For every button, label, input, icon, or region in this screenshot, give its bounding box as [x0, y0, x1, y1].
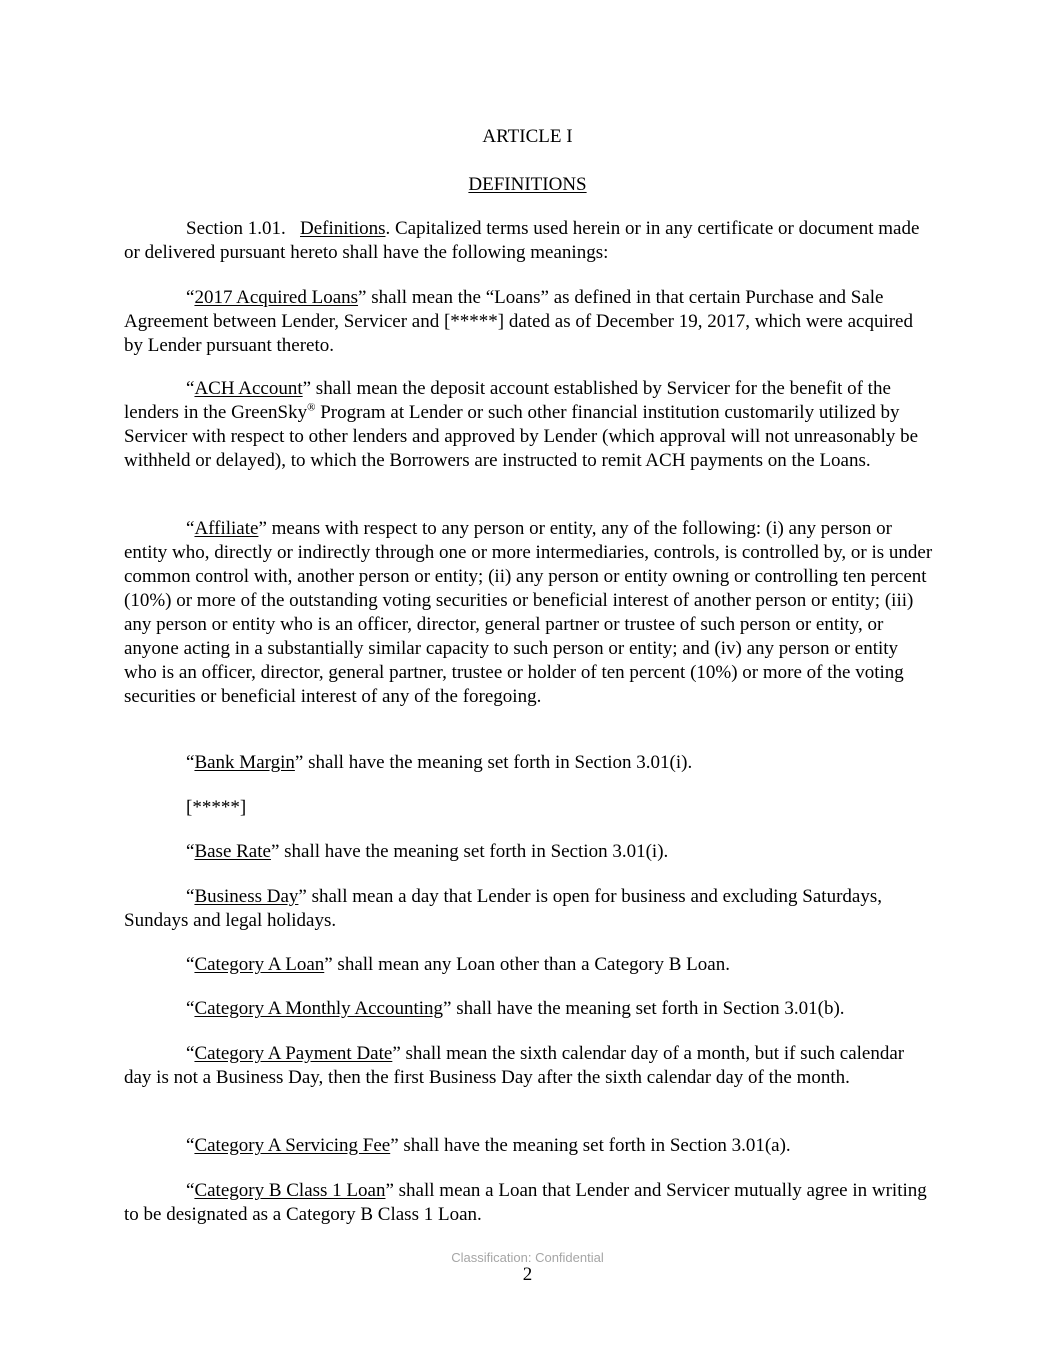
- definition-text: ” shall mean a Loan that Lender and Servicer mutually agree in writing to be designated as a Category B Class 1 Loan.: [124, 1180, 927, 1225]
- definition-term: Category A Monthly Accounting: [194, 998, 444, 1019]
- definition-paragraph: “Category A Payment Date” shall mean the sixth calendar day of a month, but if such calendar day is not a Business Day, then the first Business Day after the sixth calendar day of the month.: [124, 1043, 905, 1088]
- definition-text: ” shall have the meaning set forth in Section 3.01(b).: [443, 998, 845, 1019]
- definition-term: Business Day: [194, 886, 299, 907]
- definition-paragraph: “2017 Acquired Loans” shall mean the “Loans” as defined in that certain Purchase and Sale Agreement between Lender, Servicer and [*****] dated as of December 19, 2017, which were acquired by Lender pursuant thereto.: [124, 287, 913, 356]
- definition-text: ” shall have the meaning set forth in Section 3.01(i).: [270, 841, 669, 862]
- definition-paragraph: “Category A Monthly Accounting” shall have the meaning set forth in Section 3.01(b).: [186, 998, 845, 1019]
- definition-term: Affiliate: [194, 518, 259, 539]
- definition-text: ” shall mean a day that Lender is open for business and excluding Saturdays, Sundays and legal holidays.: [124, 886, 882, 931]
- definition-text: ” shall mean the “Loans” as defined in that certain Purchase and Sale Agreement between Lender, Servicer and [*****] dated as of December 19, 2017, which were acquired by Lender pursuant thereto.: [124, 287, 913, 356]
- redacted-text: [*****]: [186, 797, 247, 818]
- definition-term: ACH Account: [194, 378, 303, 399]
- definition-term: 2017 Acquired Loans: [194, 287, 359, 308]
- definition-term: Category A Payment Date: [194, 1043, 393, 1064]
- definition-term: Bank Margin: [194, 752, 295, 773]
- definition-paragraph: “Category A Servicing Fee” shall have the meaning set forth in Section 3.01(a).: [186, 1135, 791, 1156]
- classification-label: Classification: Confidential: [451, 1250, 604, 1265]
- page-number: 2: [522, 1264, 533, 1285]
- section-paragraph: [124, 217, 934, 265]
- redacted-paragraph: [124, 796, 934, 820]
- definition-text: Program at Lender or such other financial institution customarily utilized by Servicer with respect to other lenders and approved by Lender (which approval will not unreasonably be withheld or delayed), to which the Borrowers are instructed to remit ACH payments on the Loans.: [124, 402, 919, 471]
- definition-paragraph: “Affiliate” means with respect to any person or entity, any of the following: (i) any person or entity who, directly or indirectly through one or more intermediaries, controls, is controlled by, or is under common control with, another person or entity; (ii) any person or entity owning or controlling ten percent (10%) or more of the outstanding voting securities or beneficial interest of another person or entity; (iii) any person or entity who is an officer, director, general partner or trustee of such person or entity, or anyone acting in a substantially similar capacity to such person or entity; and (iv) any person or entity who is an officer, director, general partner, trustee or holder of ten percent (10%) or more of the voting securities or beneficial interest of any of the foregoing.: [124, 518, 933, 707]
- definition-term: Category A Loan: [194, 954, 325, 975]
- definition-paragraph: “Business Day” shall mean a day that Lender is open for business and excluding Saturdays, Sundays and legal holidays.: [124, 886, 882, 931]
- definition-paragraph: “Base Rate” shall have the meaning set forth in Section 3.01(i).: [186, 841, 669, 862]
- section-heading: Definitions: [300, 218, 386, 239]
- definition-text: ” means with respect to any person or entity, any of the following: (i) any person or entity who, directly or indirectly through one or more intermediaries, controls, is controlled by, or is under common control with, another person or entity; (ii) any person or entity owning or controlling ten percent (10%) or more of the outstanding voting securities or beneficial interest of another person or entity; (iii) any person or entity who is an officer, director, general partner or trustee of such person or entity, or anyone acting in a substantially similar capacity to such person or entity; and (iv) any person or entity who is an officer, director, general partner, trustee or holder of ten percent (10%) or more of the voting securities or beneficial interest of any of the foregoing.: [124, 518, 933, 707]
- definition-text: ” shall have the meaning set forth in Section 3.01(i).: [294, 752, 693, 773]
- definition-text: ” shall mean the sixth calendar day of a month, but if such calendar day is not a Business Day, then the first Business Day after the sixth calendar day of the month.: [124, 1043, 905, 1088]
- definition-term: Category A Servicing Fee: [194, 1135, 391, 1156]
- section-text: . Capitalized terms used herein or in any certificate or document made or delivered pursuant hereto shall have the following meanings:: [124, 218, 920, 263]
- definition-paragraph: “Category A Loan” shall mean any Loan other than a Category B Loan.: [186, 954, 730, 975]
- definition-term: Base Rate: [194, 841, 271, 862]
- registered-mark: ®: [307, 401, 316, 414]
- article-title: DEFINITIONS: [468, 174, 587, 195]
- definition-text: ” shall mean any Loan other than a Category B Loan.: [324, 954, 730, 975]
- definition-text: ” shall mean the deposit account established by Servicer for the benefit of the lenders in the GreenSky: [124, 378, 891, 423]
- definition-text: ” shall have the meaning set forth in Section 3.01(a).: [390, 1135, 791, 1156]
- section-number: Section 1.01.: [186, 218, 286, 239]
- article-number: ARTICLE I: [482, 126, 573, 147]
- definition-term: Category B Class 1 Loan: [194, 1180, 386, 1201]
- definition-paragraph: “Category B Class 1 Loan” shall mean a Loan that Lender and Servicer mutually agree in writing to be designated as a Category B Class 1 Loan.: [124, 1180, 927, 1225]
- definition-paragraph: “ACH Account” shall mean the deposit account established by Servicer for the benefit of the lenders in the GreenSky® Program at Lender or such other financial institution customarily utilized by Servicer with respect to other lenders and approved by Lender (which approval will not unreasonably be withheld or delayed), to which the Borrowers are instructed to remit ACH payments on the Loans.: [124, 378, 919, 471]
- definition-paragraph: “Bank Margin” shall have the meaning set forth in Section 3.01(i).: [186, 752, 693, 773]
